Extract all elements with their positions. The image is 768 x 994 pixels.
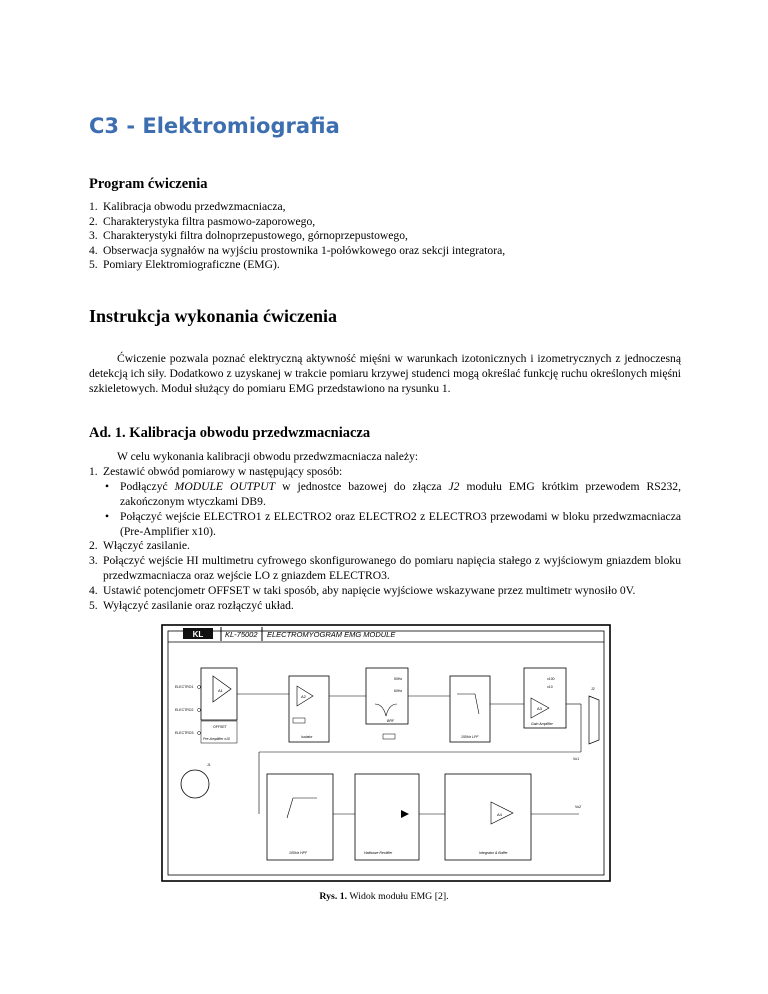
svg-text:BRF: BRF [387, 719, 394, 723]
step-3: 3. Połączyć wejście HI multimetru cyfrowego skonfigurowanego do pomiaru napięcia stałego z wyjściowym gniazdem bloku przedwzmacniacza oraz wejście LO z gniazdem ELECTRO3. [89, 554, 681, 583]
panel-frame [162, 625, 610, 881]
svg-text:60Hz: 60Hz [394, 689, 403, 693]
svg-text:Gain Amplifier: Gain Amplifier [531, 722, 553, 726]
svg-text:J1: J1 [207, 763, 211, 767]
instructions-heading: Instrukcja wykonania ćwiczenia [89, 306, 338, 326]
svg-text:A1: A1 [218, 688, 223, 693]
svg-text:Vo1: Vo1 [573, 757, 580, 761]
step-1: 1. Zestawić obwód pomiarowy w następujący sposób: [89, 464, 343, 478]
svg-text:Halfwave Rectifier: Halfwave Rectifier [364, 851, 393, 855]
svg-text:x10: x10 [547, 685, 553, 689]
step-5: 5. Wyłączyć zasilanie oraz rozłączyć układ. [89, 599, 294, 613]
svg-text:KL-75002: KL-75002 [225, 630, 258, 639]
svg-text:ELECTRO2: ELECTRO2 [175, 708, 194, 712]
figure-caption: Rys. 1. Widok modułu EMG [2]. [319, 891, 449, 902]
svg-text:KL: KL [192, 630, 204, 639]
step-1-bullet-b: • Połączyć wejście ELECTRO1 z ELECTRO2 oraz ELECTRO2 z ELECTRO3 przewodami w bloku przedwzmacniacza (Pre-Amplifier x10). [105, 509, 681, 538]
list-item: 2. Charakterystyka filtra pasmowo-zaporowego, [89, 214, 316, 228]
svg-text:100Hz HPF: 100Hz HPF [289, 851, 308, 855]
svg-text:50Hz: 50Hz [394, 677, 403, 681]
svg-text:x100: x100 [547, 677, 555, 681]
calibration-steps [89, 450, 681, 614]
svg-text:ELECTRO1: ELECTRO1 [175, 685, 194, 689]
page-title: C3 - Elektromiografia [89, 114, 340, 138]
list-item: 5. Pomiary Elektromiograficzne (EMG). [89, 258, 280, 272]
list-item: 3. Charakterystyki filtra dolnoprzepustowego, górnoprzepustowego, [89, 229, 408, 243]
list-item: 1. Kalibracja obwodu przedwzmacniacza, [89, 200, 286, 213]
svg-text:Integrator & Buffer: Integrator & Buffer [479, 851, 508, 855]
intro-paragraph: Ćwiczenie pozwala poznać elektryczną aktywność mięśni w warunkach izotonicznych i izometrycznych z jednoczesną detekcją ich siły. Dodatkowo z uzyskanej w trakcie pomiaru krzywej studenci mogą określać funkcję ruchu określonych mięśni szkieletowych. Moduł służący do pomiaru EMG przedstawiono na rysunku 1. [89, 352, 681, 395]
svg-text:150Hz LPF: 150Hz LPF [461, 735, 479, 739]
step-2: 2. Włączyć zasilanie. [89, 539, 190, 553]
svg-text:ELECTROMYOGRAM EMG MODULE: ELECTROMYOGRAM EMG MODULE [267, 630, 396, 639]
program-list [89, 200, 709, 273]
svg-text:Pre-Amplifier x10: Pre-Amplifier x10 [203, 737, 230, 741]
svg-text:OFFSET: OFFSET [213, 725, 227, 729]
step-1-bullet-a: • Podłączyć MODULE OUTPUT w jednostce bazowej do złącza J2 modułu EMG krótkim przewodem RS232, zakończonym wtyczkami DB9. [105, 479, 681, 508]
svg-text:Vo2: Vo2 [575, 805, 582, 809]
list-item: 4. Obserwacja sygnałów na wyjściu prostownika 1-połówkowego oraz sekcji integratora, [89, 243, 506, 257]
svg-text:Isolator: Isolator [301, 735, 313, 739]
step-4: 4. Ustawić potencjometr OFFSET w taki sposób, aby napięcie wyjściowe wskazywane przez multimetr wynosiło 0V. [89, 584, 636, 598]
svg-text:ELECTRO3: ELECTRO3 [175, 731, 194, 735]
emg-module-figure [161, 624, 611, 882]
svg-text:A4: A4 [497, 812, 502, 817]
section-heading-ad1: Ad. 1. Kalibracja obwodu przedwzmacniacza [89, 425, 371, 441]
steps-intro: W celu wykonania kalibracji obwodu przedwzmacniacza należy: [117, 450, 419, 463]
program-heading: Program ćwiczenia [89, 176, 208, 192]
svg-text:A3: A3 [537, 706, 542, 711]
svg-text:A2: A2 [301, 694, 306, 699]
svg-text:J2: J2 [591, 687, 595, 691]
